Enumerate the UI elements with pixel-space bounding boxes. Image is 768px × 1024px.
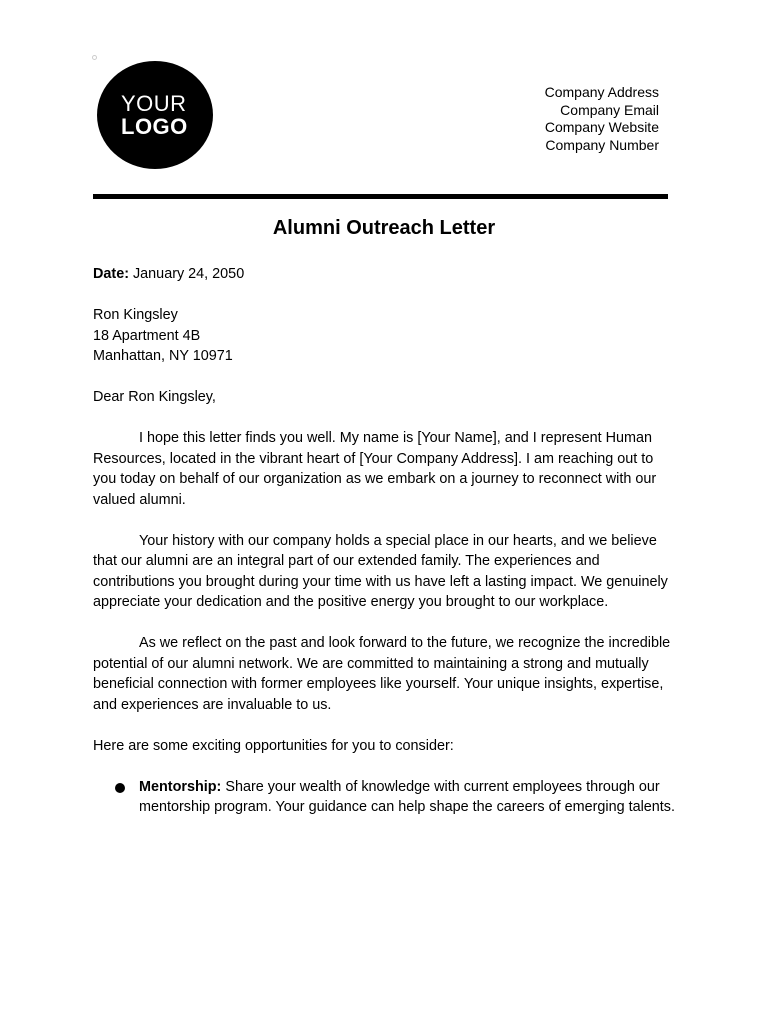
body-paragraph-2: Your history with our company holds a special place in our hearts, and we believe that our alumni are an integral part of our extended family. The experiences and contributions you brought during your time with us have left a lasting impact. We genuinely appreciate your dedication and the positive energy you brought to our workplace.	[93, 532, 668, 610]
logo-line-2: LOGO	[121, 114, 188, 139]
date-line	[93, 264, 678, 285]
date-value: January 24, 2050	[128, 266, 245, 282]
logo-line-1: YOUR	[121, 91, 187, 116]
recipient-address-block	[93, 305, 678, 367]
opportunities-list	[93, 777, 678, 818]
body-paragraph-3: As we reflect on the past and look forward to the future, we recognize the incredible potential of our alumni network. We are committed to maintaining a strong and mutually beneficial connection with former employees like yourself. Your unique insights, expertise, and experiences are invaluable to us.	[93, 635, 671, 713]
salutation: Dear Ron Kingsley,	[93, 389, 216, 405]
body-paragraph-1: I hope this letter finds you well. My name is [Your Name], and I represent Human Resources, located in the vibrant heart of [Your Company Address]. I am reaching out to you today on behalf of our organization as we embark on a journey to reconnect with our valued alumni.	[93, 430, 657, 508]
recipient-city: Manhattan, NY 10971	[93, 348, 233, 364]
date-label: Date:	[93, 266, 129, 282]
company-number: Company Number	[545, 136, 659, 153]
letter-title: Alumni Outreach Letter	[272, 217, 496, 239]
recipient-street: 18 Apartment 4B	[93, 327, 201, 344]
company-address: Company Address	[544, 84, 659, 100]
header-divider	[93, 194, 668, 199]
company-email: Company Email	[560, 101, 659, 118]
opportunities-intro: Here are some exciting opportunities for you to consider:	[93, 737, 454, 754]
recipient-name: Ron Kingsley	[93, 307, 178, 323]
bullet-icon	[115, 783, 125, 793]
company-website: Company Website	[544, 119, 659, 135]
list-item	[139, 777, 678, 818]
company-contact-block	[545, 84, 659, 154]
letter-body	[93, 264, 678, 818]
page-marker-dot	[92, 55, 97, 60]
opportunity-text: Share your wealth of knowledge with current employees through our mentorship program. Your guidance can help shape the careers of emerging talents.	[139, 778, 675, 815]
opportunity-label: Mentorship:	[139, 778, 222, 795]
company-logo	[97, 61, 213, 169]
